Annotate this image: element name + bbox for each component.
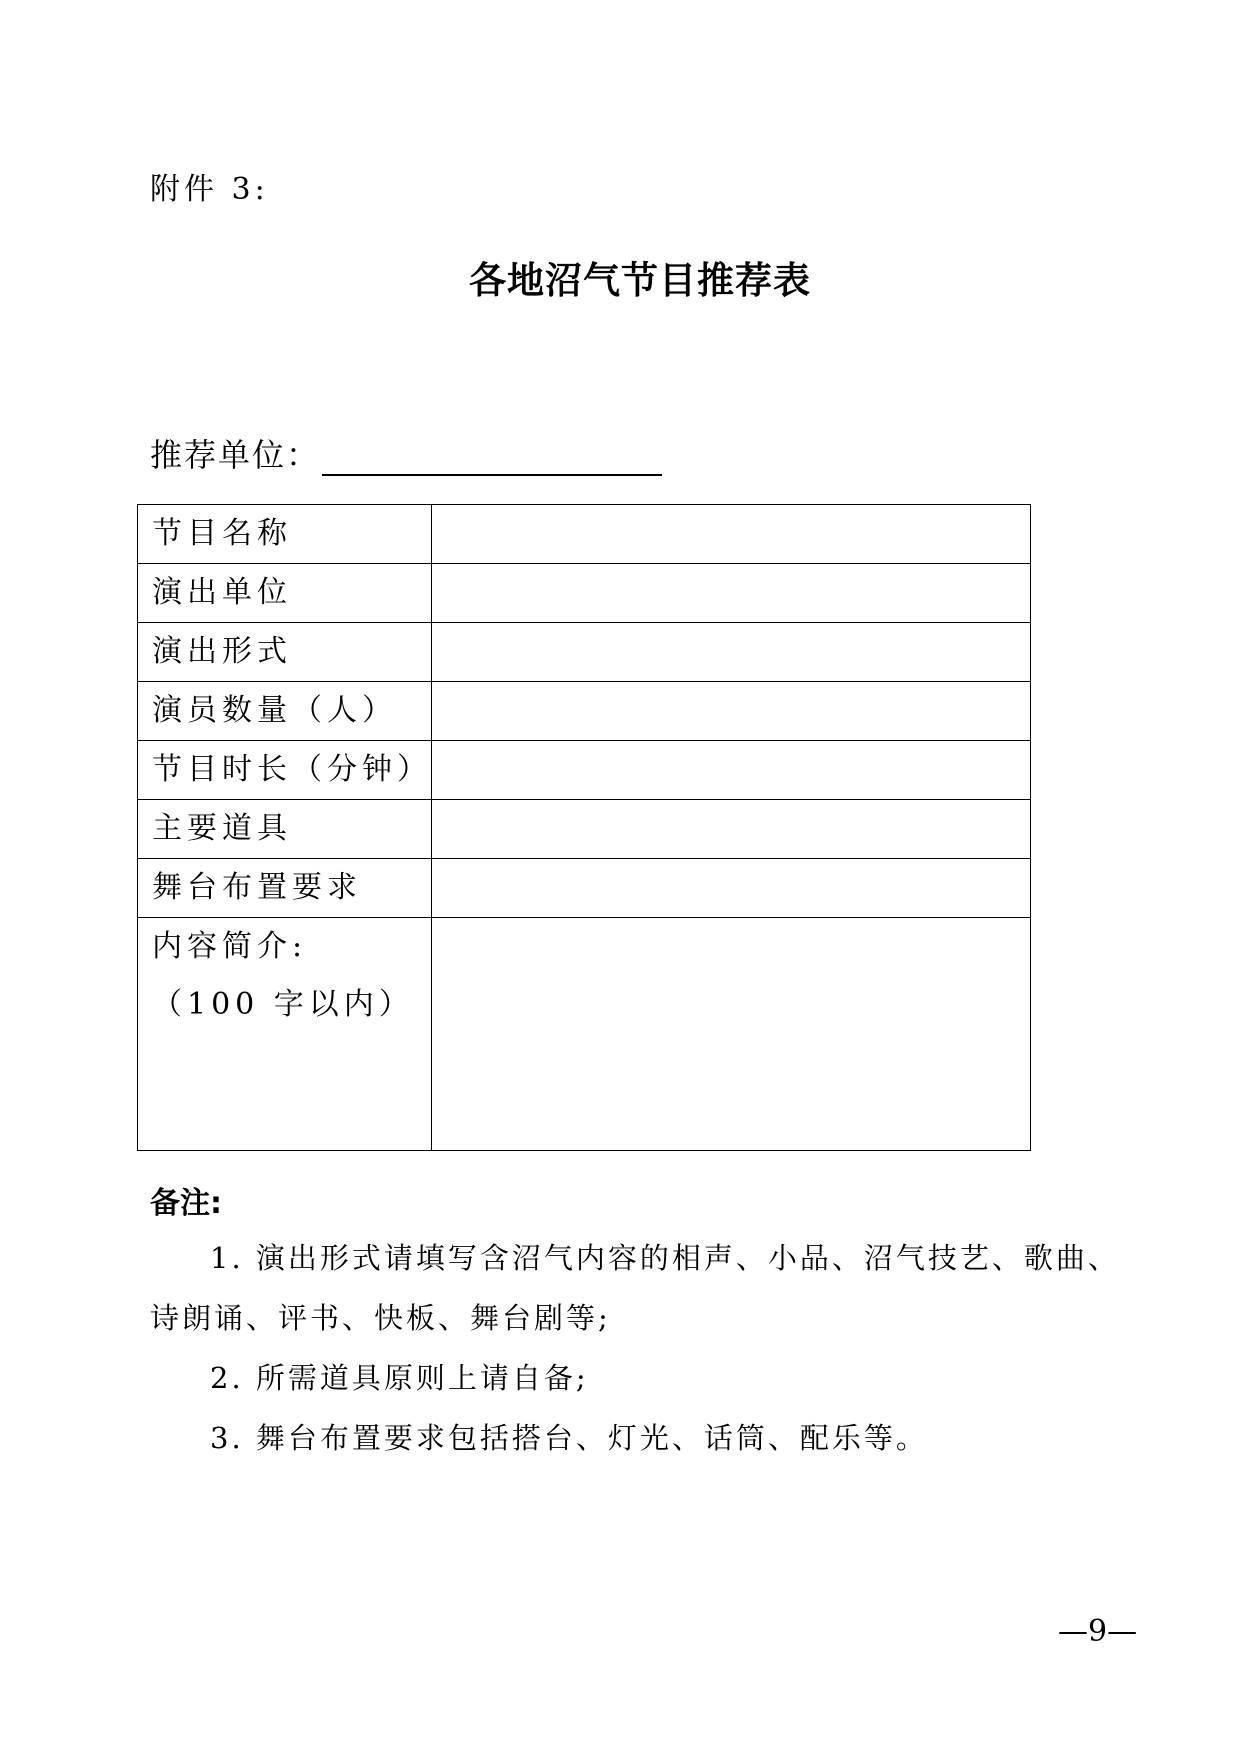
field-value-performance-form[interactable] — [432, 623, 1031, 682]
recommending-unit-row — [150, 430, 662, 476]
field-label-performance-form: 演出形式 — [138, 623, 432, 682]
table-row — [138, 859, 1031, 918]
field-value-duration[interactable] — [432, 741, 1031, 800]
field-label-main-props: 主要道具 — [138, 800, 432, 859]
table-row — [138, 918, 1031, 1151]
table-row — [138, 564, 1031, 623]
table-row — [138, 741, 1031, 800]
note-item: 3. 舞台布置要求包括搭台、灯光、话筒、配乐等。 — [210, 1421, 928, 1455]
field-label-stage-requirements: 舞台布置要求 — [138, 859, 432, 918]
field-label-summary — [138, 918, 432, 1151]
table-row — [138, 623, 1031, 682]
field-value-performing-unit[interactable] — [432, 564, 1031, 623]
attachment-label: 附件 3: — [150, 172, 269, 207]
note-item: 1. 演出形式请填写含沼气内容的相声、小品、沼气技艺、歌曲、诗朗诵、评书、快板、舞台剧等; — [150, 1241, 1120, 1335]
table-row — [138, 682, 1031, 741]
field-label-cast-count: 演员数量（人） — [138, 682, 432, 741]
page-number: —9— — [1058, 1614, 1138, 1649]
field-value-summary[interactable] — [432, 918, 1031, 1151]
document-title: 各地沼气节目推荐表 — [469, 259, 811, 302]
summary-sublabel: （100 字以内） — [152, 987, 414, 1022]
program-recommendation-table — [137, 504, 1031, 1151]
field-label-program-name: 节目名称 — [138, 505, 432, 564]
field-value-program-name[interactable] — [432, 505, 1031, 564]
notes-list — [150, 1228, 1130, 1468]
recommending-unit-blank[interactable] — [322, 442, 662, 476]
notes-heading: 备注: — [150, 1186, 222, 1221]
summary-label: 内容简介: — [152, 929, 308, 964]
field-value-stage-requirements[interactable] — [432, 859, 1031, 918]
field-value-main-props[interactable] — [432, 800, 1031, 859]
table-row — [138, 505, 1031, 564]
field-label-performing-unit: 演出单位 — [138, 564, 432, 623]
field-label-duration: 节目时长（分钟） — [138, 741, 432, 800]
recommending-unit-label: 推荐单位： — [150, 436, 321, 474]
note-item: 2. 所需道具原则上请自备; — [210, 1361, 589, 1395]
table-row — [138, 800, 1031, 859]
field-value-cast-count[interactable] — [432, 682, 1031, 741]
